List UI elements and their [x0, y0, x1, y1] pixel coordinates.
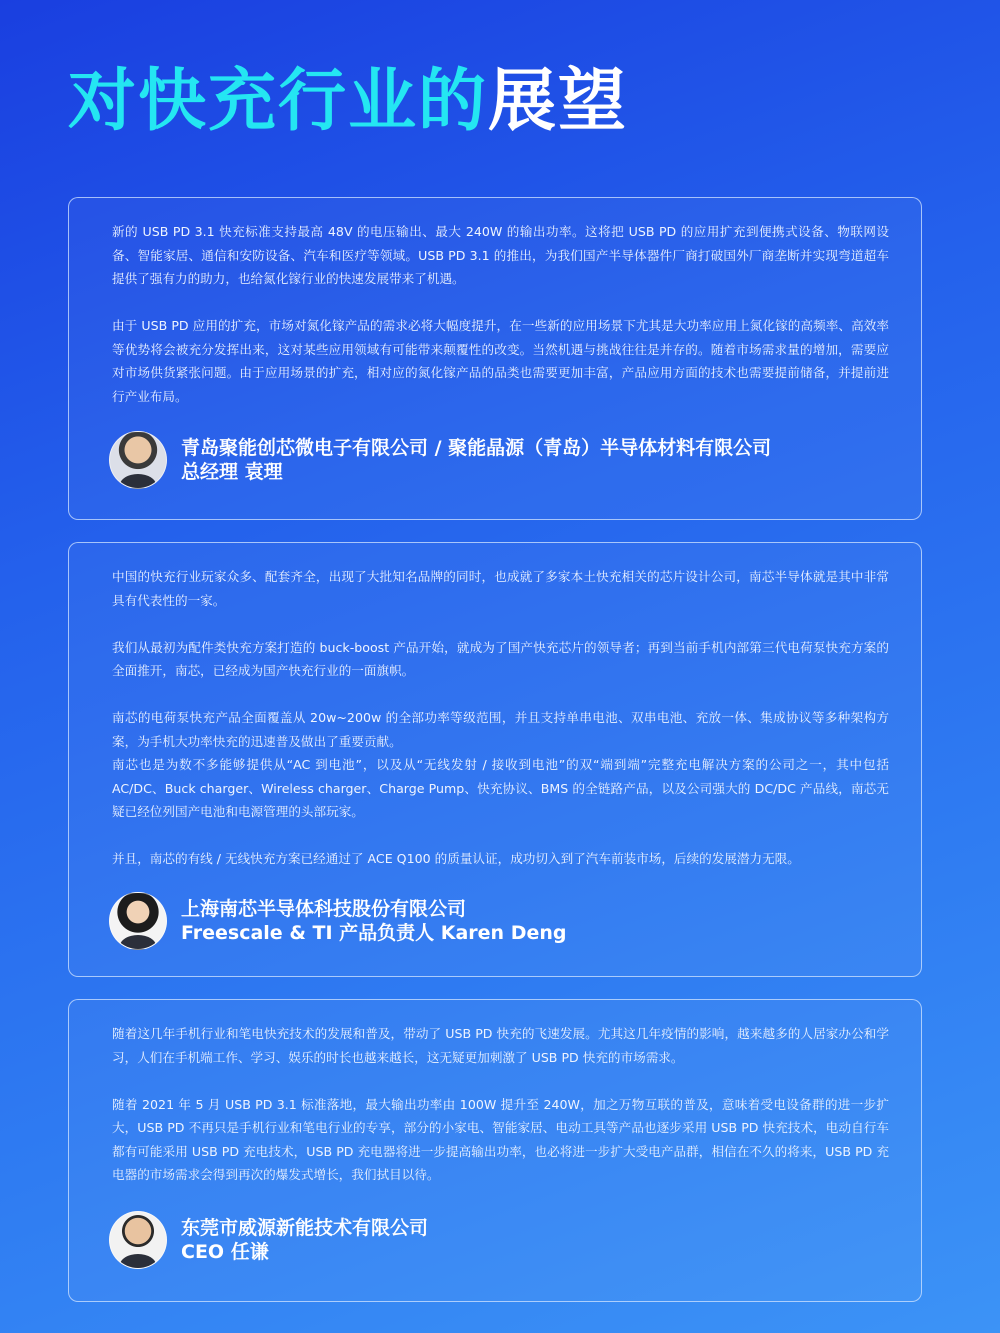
author-role: CEO 任谦 [181, 1241, 269, 1263]
page-title-accent: 对快充行业的 [68, 62, 489, 141]
author-info [181, 897, 566, 945]
quote-paragraph: 新的 USB PD 3.1 快充标准支持最高 48V 的电压输出、最大 240W 的输出功率。这将把 USB PD 的应用扩充到便携式设备、物联网设备、智能家居、通信和安防设备、汽车和医疗等领域。USB PD 3.1 的推出，为我们国产半导体器件厂商打破国外厂商垄断并实现弯道超车提供了强有力的助力，也给氮化镓行业的快速发展带来了机遇。 [112, 224, 889, 286]
quote-paragraph: 中国的快充行业玩家众多、配套齐全，出现了大批知名品牌的同时，也成就了多家本土快充相关的芯片设计公司，南芯半导体就是其中非常具有代表性的一家。 [112, 569, 889, 608]
quote-paragraph: 随着这几年手机行业和笔电快充技术的发展和普及，带动了 USB PD 快充的飞速发展。尤其这几年疫情的影响，越来越多的人居家办公和学习，人们在手机端工作、学习、娱乐的时长也越来越长，这无疑更加刺激了 USB PD 快充的市场需求。 [112, 1026, 889, 1065]
avatar [109, 431, 167, 489]
quote-paragraph: 我们从最初为配件类快充方案打造的 buck-boost 产品开始，就成为了国产快充芯片的领导者；再到当前手机内部第三代电荷泵快充方案的全面推开，南芯，已经成为国产快充行业的一面旗帜。 [112, 639, 889, 678]
avatar [109, 1211, 167, 1269]
quote-paragraph: 南芯也是为数不多能够提供从“AC 到电池”，以及从“无线发射 / 接收到电池”的双“端到端”完整充电解决方案的公司之一，其中包括 AC/DC、Buck charger、Wireless charger、Charge Pump、快充协议、BMS 的全链路产品，以及公司强大的 DC/DC 产品线，南芯无疑已经位列国产电池和电源管理的头部玩家。 [112, 757, 889, 819]
quote-paragraph: 随着 2021 年 5 月 USB PD 3.1 标准落地，最大输出功率由 100W 提升至 240W，加之万物互联的普及，意味着受电设备群的进一步扩大，USB PD 不再只是手机行业和笔电行业的专享，部分的小家电、智能家居、电动工具等产品也逐步采用 USB PD 快充技术，电动自行车都有可能采用 USB PD 充电技术，USB PD 充电器将进一步提高输出功率，也必将进一步扩大受电产品群，相信在不久的将来，USB PD 充电器的市场需求会得到再次的爆发式增长，我们拭目以待。 [112, 1096, 889, 1182]
page-title-white: 展望 [488, 62, 629, 141]
author-info [181, 1216, 428, 1264]
author-block [109, 892, 566, 950]
quote-card-2 [68, 542, 922, 977]
author-company: 上海南芯半导体科技股份有限公司 [181, 898, 467, 920]
avatar [109, 892, 167, 950]
author-block [109, 431, 771, 489]
page-title [68, 62, 628, 142]
quote-paragraph: 南芯的电荷泵快充产品全面覆盖从 20w~200w 的全部功率等级范围，并且支持单串电池、双串电池、充放一体、集成协议等多种架构方案，为手机大功率快充的迅速普及做出了重要贡献。 [112, 710, 889, 749]
quote-card-3 [68, 999, 922, 1302]
author-company: 东莞市威源新能技术有限公司 [181, 1217, 429, 1239]
author-company: 青岛聚能创芯微电子有限公司 / 聚能晶源（青岛）半导体材料有限公司 [181, 437, 772, 459]
author-info [181, 436, 771, 484]
quote-paragraph: 并且，南芯的有线 / 无线快充方案已经通过了 ACE Q100 的质量认证，成功切入到了汽车前装市场，后续的发展潜力无限。 [112, 851, 800, 866]
author-role: Freescale & TI 产品负责人 Karen Deng [181, 922, 567, 944]
author-role: 总经理 袁理 [181, 461, 283, 483]
author-block [109, 1211, 428, 1269]
quote-card-1 [68, 197, 922, 520]
quote-paragraph: 由于 USB PD 应用的扩充，市场对氮化镓产品的需求必将大幅度提升，在一些新的应用场景下尤其是大功率应用上氮化镓的高频率、高效率等优势将会被充分发挥出来，这对某些应用领域有可能带来颠覆性的改变。当然机遇与挑战往往是并存的。随着市场需求量的增加，需要应对市场供货紧张问题。由于应用场景的扩充，相对应的氮化镓产品的品类也需要更加丰富，产品应用方面的技术也需要提前储备，并提前进行产业布局。 [112, 318, 889, 404]
